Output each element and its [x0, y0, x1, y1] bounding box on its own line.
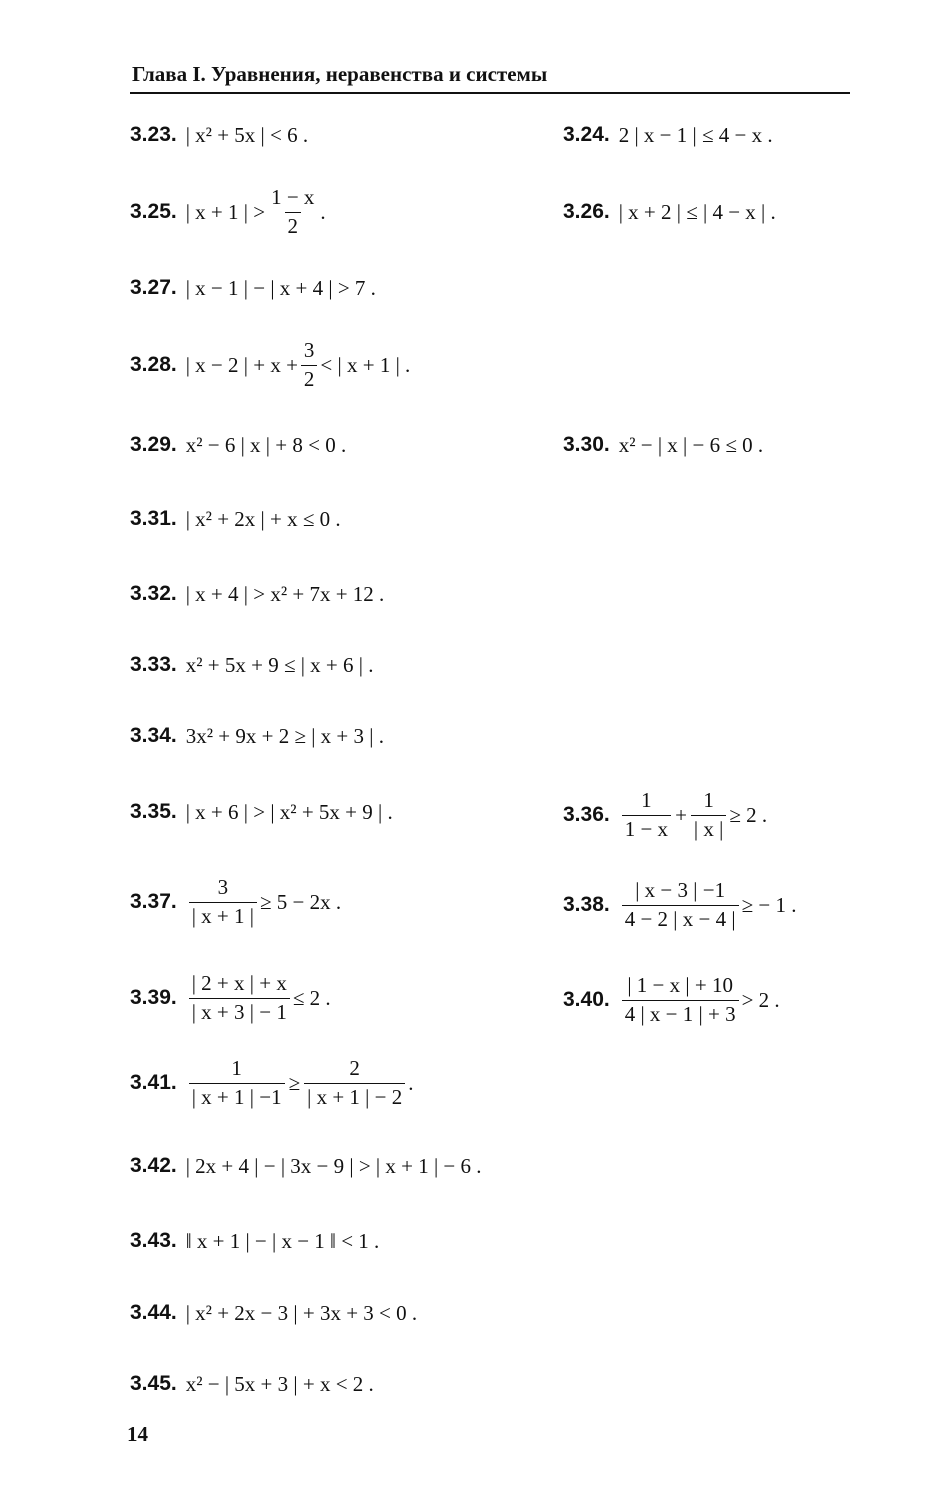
problem-3-43	[130, 1221, 379, 1261]
problem-expression: | 2x + 4 | − | 3x − 9 | > | x + 1 | − 6 .	[185, 1153, 482, 1178]
problem-expression: x² − | 5x + 3 | + x < 2 .	[185, 1371, 374, 1396]
problem-3-32	[130, 574, 384, 614]
fraction	[268, 186, 317, 237]
problem-expression	[619, 789, 767, 840]
problem-expression: | x² + 2x | + x ≤ 0 .	[185, 506, 341, 531]
problem-number: 3.41.	[130, 1071, 177, 1094]
problem-3-24	[563, 115, 773, 155]
problem-3-28	[130, 338, 411, 391]
problem-3-41	[130, 1056, 414, 1109]
problem-3-40	[563, 973, 780, 1026]
problem-expression: | x + 2 | ≤ | 4 − x | .	[618, 199, 776, 224]
problem-3-23	[130, 115, 308, 155]
expression-right: ≥ 5 − 2x .	[259, 889, 342, 914]
problem-number: 3.38.	[563, 893, 610, 916]
expression-right: > 2 .	[741, 987, 780, 1012]
problem-expression: 2 | x − 1 | ≤ 4 − x .	[618, 122, 773, 147]
fraction-numerator: 1	[231, 1056, 242, 1081]
expression-right: .	[320, 199, 326, 224]
problem-number: 3.39.	[130, 986, 177, 1009]
fraction	[189, 876, 257, 927]
chapter-title: Глава I. Уравнения, неравенства и системы	[132, 62, 548, 86]
expression-right: < | x + 1 | .	[320, 352, 411, 377]
problem-number: 3.27.	[130, 276, 177, 299]
fraction-denominator: | x + 1 | − 2	[304, 1083, 405, 1109]
fraction-denominator: 4 | x − 1 | + 3	[622, 1000, 739, 1026]
problem-number: 3.24.	[563, 123, 610, 146]
expression-right: ≥ − 1 .	[741, 892, 797, 917]
problem-expression: ‖ x + 1 | − | x − 1 ‖ < 1 .	[185, 1228, 380, 1253]
problem-number: 3.34.	[130, 724, 177, 747]
problem-number: 3.29.	[130, 433, 177, 456]
fraction-numerator: 1	[641, 788, 652, 813]
fraction-numerator: | 2 + x | + x	[191, 971, 287, 996]
fraction-denominator: 1 − x	[622, 815, 671, 841]
fraction-numerator: 2	[349, 1056, 360, 1081]
problem-number: 3.26.	[563, 200, 610, 223]
problem-number: 3.32.	[130, 582, 177, 605]
operator: ≥	[288, 1070, 301, 1095]
page-header	[130, 58, 850, 94]
problem-3-39	[130, 971, 331, 1024]
problem-expression: x² − | x | − 6 ≤ 0 .	[618, 432, 764, 457]
problem-expression	[186, 1057, 414, 1108]
problem-expression: | x² + 2x − 3 | + 3x + 3 < 0 .	[185, 1300, 418, 1325]
problem-3-29	[130, 425, 346, 465]
problem-3-37	[130, 875, 342, 928]
problem-expression	[186, 339, 411, 390]
expression-right: ≥ 2 .	[729, 802, 768, 827]
problem-expression: x² − 6 | x | + 8 < 0 .	[185, 432, 347, 457]
problem-3-33	[130, 645, 373, 685]
fraction	[301, 339, 318, 390]
problem-expression: 3x² + 9x + 2 ≥ | x + 3 | .	[185, 723, 384, 748]
problem-number: 3.23.	[130, 123, 177, 146]
expression-right: .	[408, 1070, 414, 1095]
fraction-first	[189, 1057, 285, 1108]
fraction-denominator: 2	[301, 365, 318, 391]
fraction-denominator: 4 − 2 | x − 4 |	[622, 905, 739, 931]
problem-expression	[619, 879, 797, 930]
problem-expression	[186, 876, 341, 927]
problem-3-44	[130, 1293, 417, 1333]
problem-number: 3.33.	[130, 653, 177, 676]
problem-expression	[186, 186, 326, 237]
problem-3-34	[130, 716, 384, 756]
operator: +	[675, 802, 687, 827]
page-number: 14	[127, 1422, 148, 1446]
problem-expression	[186, 972, 331, 1023]
fraction-first	[622, 789, 671, 840]
expression-left: | x + 1 | >	[185, 199, 266, 224]
problem-3-27	[130, 268, 376, 308]
fraction	[622, 879, 739, 930]
fraction-numerator: | x − 3 | −1	[635, 878, 726, 903]
fraction-denominator: 2	[285, 212, 302, 238]
problem-number: 3.31.	[130, 507, 177, 530]
problem-expression: x² + 5x + 9 ≤ | x + 6 | .	[185, 652, 374, 677]
problem-number: 3.45.	[130, 1372, 177, 1395]
problem-number: 3.43.	[130, 1229, 177, 1252]
problem-3-36	[563, 788, 768, 841]
expression-left: | x − 2 | + x +	[185, 352, 298, 377]
problem-expression: | x² + 5x | < 6 .	[185, 122, 309, 147]
problem-expression	[619, 974, 780, 1025]
problem-3-31	[130, 499, 341, 539]
problem-number: 3.25.	[130, 200, 177, 223]
fraction-numerator: | 1 − x | + 10	[627, 973, 733, 998]
problem-expression: | x − 1 | − | x + 4 | > 7 .	[185, 275, 376, 300]
fraction-numerator: 3	[303, 338, 315, 363]
problem-number: 3.28.	[130, 353, 177, 376]
fraction	[189, 972, 290, 1023]
fraction-numerator: 3	[217, 875, 229, 900]
fraction-denominator: | x + 3 | − 1	[189, 998, 290, 1024]
problem-3-42	[130, 1146, 482, 1186]
problem-expression: | x + 6 | > | x² + 5x + 9 | .	[185, 799, 393, 824]
fraction-numerator: 1	[703, 788, 714, 813]
expression-right: ≤ 2 .	[292, 985, 331, 1010]
problem-3-45	[130, 1364, 374, 1404]
fraction-denominator: | x + 1 |	[189, 902, 257, 928]
problem-number: 3.35.	[130, 800, 177, 823]
fraction-second	[691, 789, 726, 840]
problem-number: 3.30.	[563, 433, 610, 456]
fraction	[622, 974, 739, 1025]
fraction-numerator: 1 − x	[271, 185, 315, 210]
problem-3-26	[563, 192, 776, 232]
problem-number: 3.36.	[563, 803, 610, 826]
problem-3-35	[130, 792, 393, 832]
problem-3-38	[563, 878, 797, 931]
problem-3-30	[563, 425, 763, 465]
problem-3-25	[130, 185, 326, 238]
fraction-denominator: | x + 1 | −1	[189, 1083, 285, 1109]
problem-number: 3.44.	[130, 1301, 177, 1324]
fraction-denominator: | x |	[691, 815, 726, 841]
problem-number: 3.37.	[130, 890, 177, 913]
problem-number: 3.42.	[130, 1154, 177, 1177]
fraction-second	[304, 1057, 405, 1108]
problem-expression: | x + 4 | > x² + 7x + 12 .	[185, 581, 385, 606]
problem-number: 3.40.	[563, 988, 610, 1011]
